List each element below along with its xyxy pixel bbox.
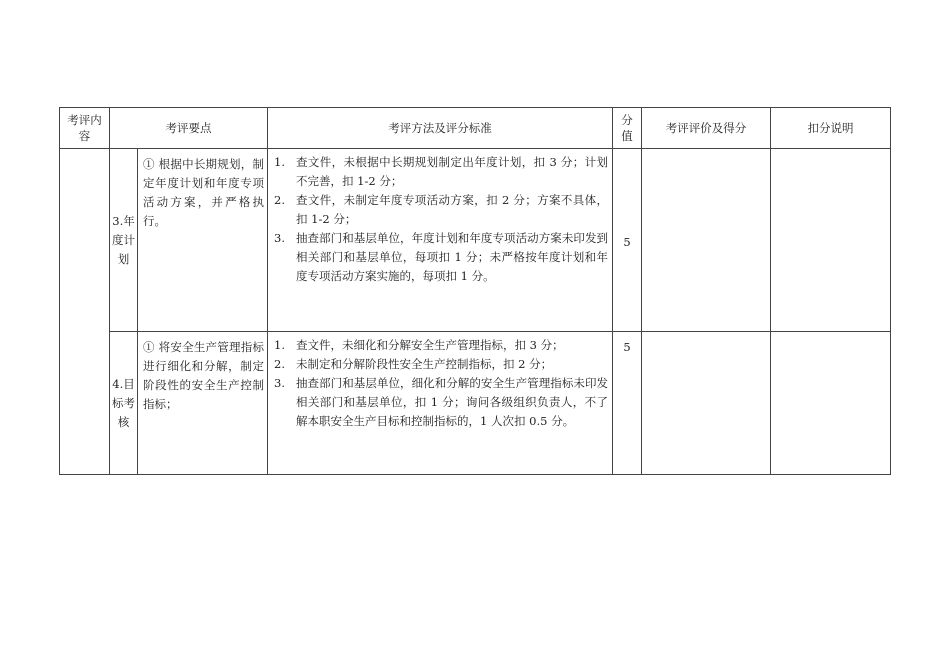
evaluation-cell bbox=[642, 332, 771, 475]
method-item: 2. 查文件，未制定年度专项活动方案，扣 2 分；方案不具体，扣 1-2 分； bbox=[274, 193, 608, 226]
evaluation-table bbox=[59, 107, 891, 475]
header-row bbox=[60, 108, 891, 149]
method-item: 2. 未制定和分解阶段性安全生产控制指标，扣 2 分； bbox=[274, 357, 553, 371]
table-row bbox=[60, 332, 891, 475]
header-evaluation: 考评评价及得分 bbox=[642, 108, 771, 149]
method-item: 1. 查文件，未根据中长期规划制定出年度计划，扣 3 分；计划不完善，扣 1-2 分； bbox=[274, 155, 608, 188]
header-points: 考评要点 bbox=[110, 108, 268, 149]
method-item: 1. 查文件，未细化和分解安全生产管理指标，扣 3 分； bbox=[274, 338, 564, 352]
item-cell: 4.目标考核 bbox=[110, 332, 138, 475]
header-content: 考评内容 bbox=[60, 108, 110, 149]
evaluation-cell bbox=[642, 149, 771, 332]
item-cell: 3.年度计划 bbox=[110, 149, 138, 332]
point-cell: ① 将安全生产管理指标进行细化和分解，制定阶段性的安全生产控制指标； bbox=[138, 332, 268, 475]
method-cell bbox=[268, 149, 613, 332]
header-deduction: 扣分说明 bbox=[771, 108, 891, 149]
deduction-cell bbox=[771, 149, 891, 332]
method-item: 3. 抽查部门和基层单位，细化和分解的安全生产管理指标未印发相关部门和基层单位，扣 1 分；询问各级组织负责人，不了解本职安全生产目标和控制指标的，1 人次扣 0.5 分。 bbox=[274, 376, 608, 428]
method-cell bbox=[268, 332, 613, 475]
score-cell: 5 bbox=[613, 332, 642, 475]
score-cell: 5 bbox=[613, 149, 642, 332]
header-method: 考评方法及评分标准 bbox=[268, 108, 613, 149]
point-cell: ① 根据中长期规划，制定年度计划和年度专项活动方案，并严格执行。 bbox=[138, 149, 268, 332]
method-item: 3. 抽查部门和基层单位，年度计划和年度专项活动方案未印发到相关部门和基层单位，每项扣 1 分；未严格按年度计划和年度专项活动方案实施的，每项扣 1 分。 bbox=[274, 231, 608, 283]
deduction-cell bbox=[771, 332, 891, 475]
table-row bbox=[60, 149, 891, 332]
content-cell bbox=[60, 149, 110, 475]
header-score: 分值 bbox=[613, 108, 642, 149]
